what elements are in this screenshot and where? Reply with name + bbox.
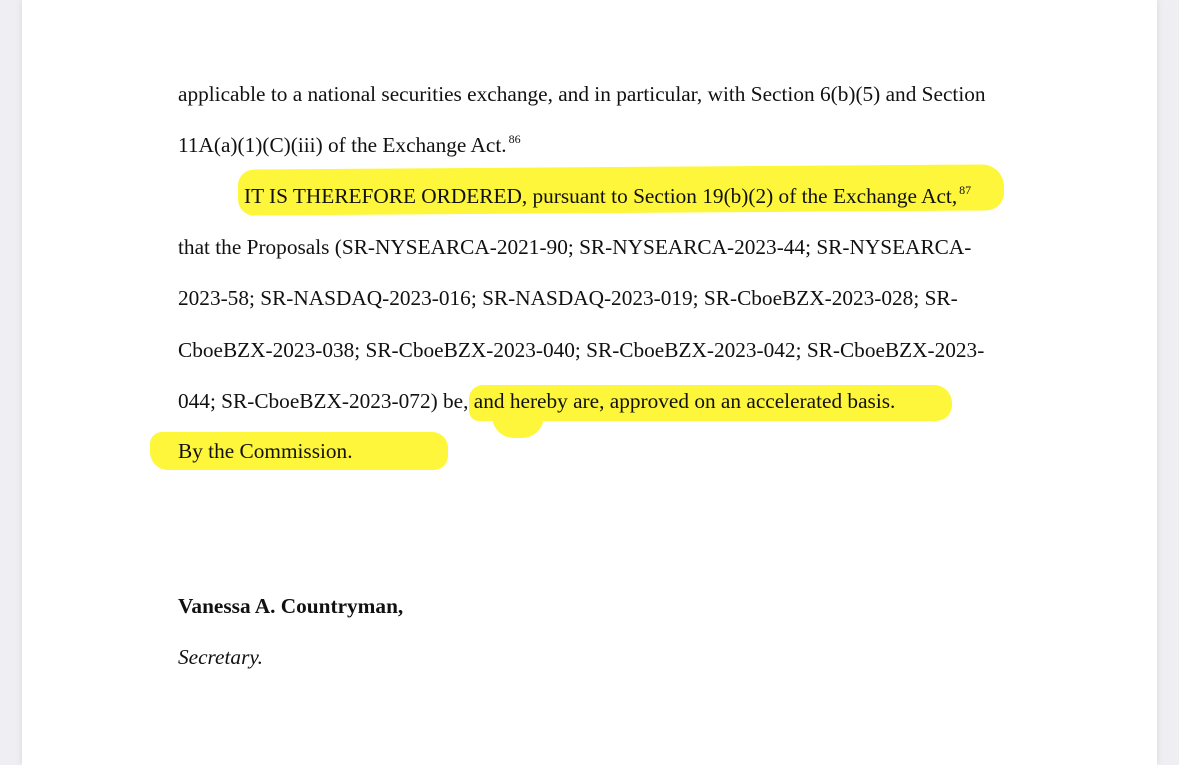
- body-line: 044; SR-CboeBZX-2023-072) be, and hereby are, approved on an accelerated basis.: [178, 389, 896, 413]
- text-layer: [22, 0, 1157, 765]
- body-line: 2023-58; SR-NASDAQ-2023-016; SR-NASDAQ-2023-019; SR-CboeBZX-2023-028; SR-: [178, 286, 958, 310]
- footnote-ref[interactable]: 86: [508, 132, 521, 146]
- footnote-ref[interactable]: 87: [959, 183, 972, 197]
- body-line: CboeBZX-2023-038; SR-CboeBZX-2023-040; SR-CboeBZX-2023-042; SR-CboeBZX-2023-: [178, 338, 985, 362]
- document-page: [22, 0, 1157, 765]
- commission-line: By the Commission.: [178, 439, 353, 463]
- order-line: IT IS THEREFORE ORDERED, pursuant to Section 19(b)(2) of the Exchange Act, $^{87}$: [244, 183, 972, 208]
- signature-title: Secretary.: [178, 645, 263, 669]
- body-line: that the Proposals (SR-NYSEARCA-2021-90; SR-NYSEARCA-2023-44; SR-NYSEARCA-: [178, 235, 972, 259]
- body-line: applicable to a national securities exchange, and in particular, with Section 6(b)(5) and Section: [178, 82, 986, 106]
- body-line: 11A(a)(1)(C)(iii) of the Exchange Act. $^{86}$: [178, 132, 521, 157]
- signature-name: Vanessa A. Countryman,: [178, 594, 404, 618]
